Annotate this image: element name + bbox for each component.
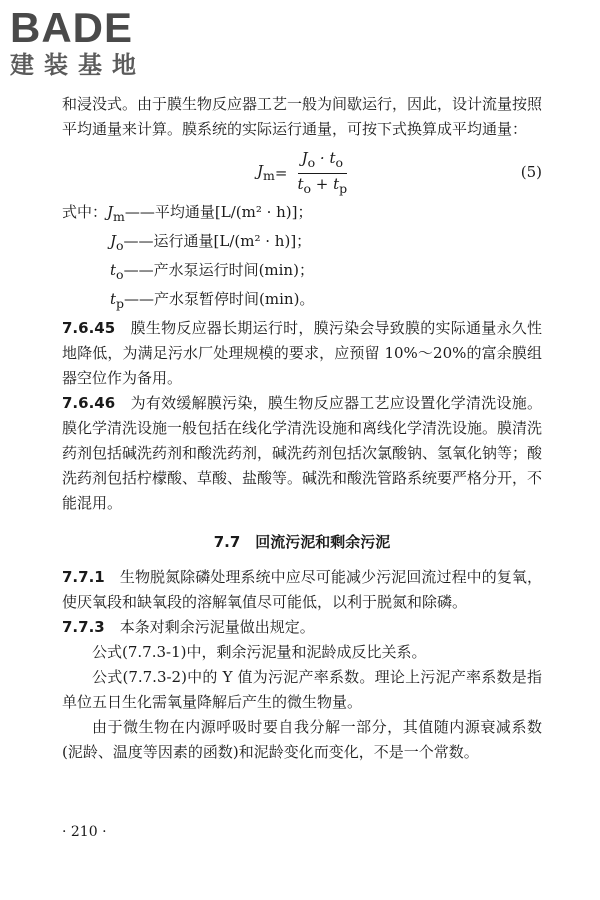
document-body: [62, 92, 542, 765]
section-number: 7.7.1: [62, 568, 105, 586]
formula-lhs: $J_m$: [257, 162, 275, 183]
section-7-6-45: 7.6.45 膜生物反应器长期运行时，膜污染会导致膜的实际通量永久性地降低，为满足污水厂处理规模的要求，应预留 10%～20%的富余膜组器空位作为备用。: [62, 319, 542, 387]
paragraph-decay: 由于微生物在内源呼吸时要自我分解一部分，其值随内源衰减系数(泥龄、温度等因素的函数)和泥龄变化而变化，不是一个常数。: [62, 718, 542, 761]
formula-numerator: $J_o \cdot t_o$: [298, 148, 347, 174]
formula-denominator: $t_o + t_p$: [297, 175, 348, 196]
definition-tp: $t_p——$产水泵暂停时间(min)。: [110, 290, 315, 311]
section-heading-7-7: 7.7 回流污泥和剩余污泥: [213, 533, 391, 551]
definition-jm: 式中：$J_m——$平均通量[L/(m² · h)]；: [62, 203, 313, 224]
intro-paragraph: 和浸没式。由于膜生物反应器工艺一般为间歇运行，因此，设计流量按照平均通量来计算。膜系统的实际运行通量，可按下式换算成平均通量：: [62, 95, 543, 138]
formula-equals: =: [274, 164, 288, 182]
formula-number: (5): [520, 163, 542, 181]
formula-expression: [257, 148, 351, 199]
section-number: 7.6.45: [62, 319, 116, 337]
section-7-7-1: 7.7.1 生物脱氮除磷处理系统中应尽可能减少污泥回流过程中的复氧，使厌氧段和缺氧段的溶解氧值尽可能低，以利于脱氮和除磷。: [62, 568, 542, 611]
page-number: · 210 ·: [62, 824, 107, 840]
formula-fraction: [293, 148, 351, 199]
formula-5: [62, 148, 542, 196]
definition-jo: $J_o——$运行通量[L/(m² · h)]；: [110, 232, 312, 253]
section-number: 7.7.3: [62, 618, 105, 636]
logo-brand: BADE: [10, 4, 134, 51]
bade-logo: [10, 6, 146, 80]
section-number: 7.6.46: [62, 394, 116, 412]
definition-to: $t_o——$产水泵运行时间(min)；: [110, 261, 314, 282]
section-7-7-3: 7.7.3 本条对剩余污泥量做出规定。: [62, 618, 315, 636]
paragraph-formula-2: 公式(7.7.3-2)中的 Y 值为污泥产率系数。理论上污泥产率系数是指单位五日生化需氧量降解后产生的微生物量。: [62, 668, 542, 711]
logo-subtitle: 建装基地: [10, 51, 146, 79]
section-7-6-46: 7.6.46 为有效缓解膜污染，膜生物反应器工艺应设置化学清洗设施。膜化学清洗设施一般包括在线化学清洗设施和离线化学清洗设施。膜清洗药剂包括碱洗药剂和酸洗药剂，碱洗药剂包括次氯酸钠、氢氧化钠等；酸洗药剂包括柠檬酸、草酸、盐酸等。碱洗和酸洗管路系统要严格分开，不能混用。: [62, 394, 543, 512]
paragraph-formula-1: 公式(7.7.3-1)中，剩余污泥量和泥龄成反比关系。: [92, 643, 427, 661]
